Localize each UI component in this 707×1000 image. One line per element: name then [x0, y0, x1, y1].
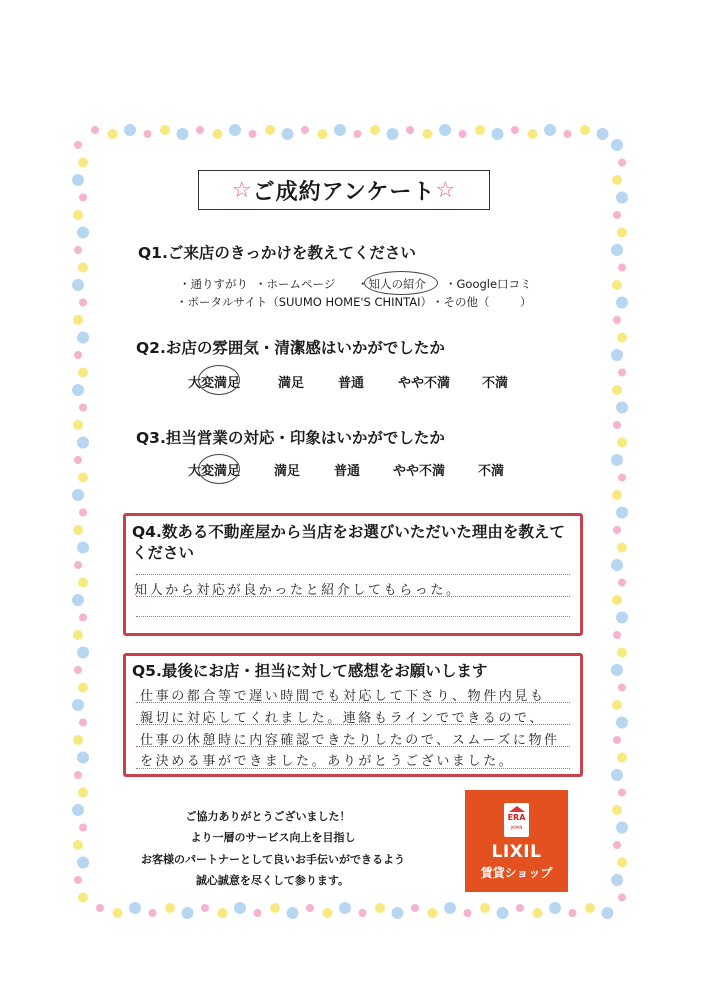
border-dot — [287, 907, 299, 919]
q5-answer-box — [123, 653, 583, 777]
era-badge-text: ERA — [507, 813, 526, 822]
border-dot — [78, 683, 88, 693]
border-dot — [79, 194, 87, 202]
border-dot — [359, 909, 367, 917]
q3-satisfied[interactable]: 満足 — [274, 464, 301, 479]
q3-somewhat-dissatisfied[interactable]: やや不満 — [393, 464, 446, 479]
border-dot — [77, 857, 89, 869]
border-dot — [480, 903, 490, 913]
border-dot — [613, 421, 621, 429]
q1-option-walk-by[interactable]: ・通りすがり — [179, 277, 248, 291]
q2-neutral[interactable]: 普通 — [338, 376, 365, 391]
border-dot — [612, 385, 622, 395]
border-dot — [617, 648, 627, 658]
survey-title — [198, 170, 490, 210]
border-dot — [78, 473, 88, 483]
border-dot — [533, 908, 543, 918]
era-badge-icon — [504, 803, 529, 837]
q1-option-other-close: ） — [520, 295, 532, 309]
logo-shop-name: 賃貸ショップ — [480, 866, 553, 880]
border-dot — [354, 130, 362, 138]
border-dot — [617, 858, 627, 868]
border-dot — [617, 753, 627, 763]
q2-dissatisfied[interactable]: 不満 — [482, 376, 509, 391]
house-roof-icon — [509, 806, 525, 812]
border-dot — [611, 349, 623, 361]
lixil-chintai-shop-logo — [465, 790, 568, 892]
border-dot — [72, 489, 84, 501]
border-dot — [580, 125, 590, 135]
border-dot — [96, 904, 104, 912]
border-dot — [79, 404, 87, 412]
border-dot — [74, 666, 82, 674]
border-dot — [339, 902, 351, 914]
border-dot — [492, 128, 504, 140]
border-dot — [73, 735, 83, 745]
footer-line-2: より一層のサービス向上を目指し — [190, 831, 356, 844]
title-text: ご成約アンケート — [252, 179, 436, 205]
q1-option-portal-site[interactable]: ・ポータルサイト（SUUMO HOME'S CHINTAI） — [176, 295, 433, 309]
border-dot — [411, 904, 419, 912]
q4-question-line2: ください — [132, 544, 195, 562]
q1-option-other[interactable]: ・その他（ — [432, 295, 490, 309]
border-dot — [74, 246, 82, 254]
border-dot — [113, 908, 123, 918]
border-dot — [549, 902, 561, 914]
border-dot — [124, 124, 136, 136]
border-dot — [618, 684, 626, 692]
selection-circle — [364, 271, 438, 295]
border-dot — [618, 579, 626, 587]
border-dot — [218, 908, 228, 918]
border-dot — [182, 907, 194, 919]
border-dot — [79, 824, 87, 832]
border-dot — [613, 736, 621, 744]
border-dot — [73, 210, 83, 220]
border-dot — [91, 126, 99, 134]
q5-answer-line3[interactable]: 仕事の休憩時に内容確認できたりしたので、スムーズに物件 — [140, 733, 560, 748]
q5-question: Q5.最後にお店・担当に対して感想をお願いします — [132, 662, 488, 680]
border-dot — [497, 907, 509, 919]
border-dot — [428, 908, 438, 918]
border-dot — [611, 454, 623, 466]
border-dot — [323, 908, 333, 918]
border-dot — [618, 474, 626, 482]
border-dot — [516, 904, 524, 912]
border-dot — [72, 279, 84, 291]
border-dot — [74, 456, 82, 464]
border-dot — [611, 664, 623, 676]
border-dot — [375, 903, 385, 913]
border-dot — [77, 542, 89, 554]
border-dot — [475, 125, 485, 135]
star-icon: ☆ — [435, 177, 457, 203]
border-dot — [528, 129, 538, 139]
border-dot — [616, 822, 628, 834]
border-dot — [618, 894, 626, 902]
border-dot — [611, 874, 623, 886]
border-dot — [564, 130, 572, 138]
border-dot — [72, 174, 84, 186]
border-dot — [78, 788, 88, 798]
border-dot — [392, 907, 404, 919]
border-dot — [617, 333, 627, 343]
star-icon: ☆ — [231, 177, 253, 203]
border-dot — [612, 175, 622, 185]
border-dot — [611, 139, 623, 151]
border-dot — [72, 384, 84, 396]
border-dot — [334, 124, 346, 136]
q4-question-line1: Q4.数ある不動産屋から当店をお選びいただいた理由を教えて — [132, 523, 565, 541]
border-dot — [78, 158, 88, 168]
border-dot — [108, 129, 118, 139]
border-dot — [544, 124, 556, 136]
border-dot — [73, 315, 83, 325]
border-dot — [74, 351, 82, 359]
border-dot — [423, 129, 433, 139]
q4-handwritten-answer[interactable]: 知人から対応が良かったと紹介してもらった。 — [134, 583, 462, 598]
border-dot — [74, 141, 82, 149]
border-dot — [144, 130, 152, 138]
border-dot — [617, 228, 627, 238]
border-dot — [254, 909, 262, 917]
border-dot — [613, 526, 621, 534]
border-dot — [611, 559, 623, 571]
border-dot — [78, 368, 88, 378]
q4-answer-box — [123, 513, 583, 636]
border-dot — [234, 902, 246, 914]
border-dot — [616, 507, 628, 519]
border-dot — [77, 647, 89, 659]
q3-dissatisfied[interactable]: 不満 — [478, 464, 505, 479]
border-dot — [318, 129, 328, 139]
border-dot — [249, 130, 257, 138]
border-dot — [74, 771, 82, 779]
border-dot — [616, 297, 628, 309]
border-dot — [306, 904, 314, 912]
border-dot — [511, 126, 519, 134]
border-dot — [78, 893, 88, 903]
footer-line-3: お客様のパートナーとして良いお手伝いができるよう — [141, 853, 405, 866]
border-dot — [72, 699, 84, 711]
q5-answer-line1[interactable]: 仕事の都合等で遅い時間でも対応して下さり、物件内見も — [140, 689, 546, 704]
q2-very-satisfied[interactable]: 大変満足 — [188, 376, 241, 391]
border-dot — [618, 789, 626, 797]
q2-question: Q2.お店の雰囲気・清潔感はいかがでしたか — [136, 339, 445, 357]
logo-brand: LIXIL — [491, 842, 542, 862]
border-dot — [585, 903, 595, 913]
border-dot — [613, 211, 621, 219]
border-dot — [617, 438, 627, 448]
border-dot — [613, 631, 621, 639]
border-dot — [613, 841, 621, 849]
border-dot — [165, 903, 175, 913]
border-dot — [196, 126, 204, 134]
border-dot — [79, 509, 87, 517]
border-dot — [611, 769, 623, 781]
border-dot — [160, 125, 170, 135]
border-dot — [439, 124, 451, 136]
border-dot — [72, 594, 84, 606]
border-dot — [617, 543, 627, 553]
ruled-line — [136, 616, 570, 617]
border-dot — [444, 902, 456, 914]
border-dot — [406, 126, 414, 134]
border-dot — [301, 126, 309, 134]
border-dot — [229, 124, 241, 136]
border-dot — [616, 402, 628, 414]
border-dot — [79, 299, 87, 307]
q3-question: Q3.担当営業の対応・印象はいかがでしたか — [136, 429, 445, 447]
q3-very-satisfied[interactable]: 大変満足 — [188, 464, 241, 479]
era-badge-sub: JAPAN — [510, 825, 523, 830]
border-dot — [265, 125, 275, 135]
q2-satisfied[interactable]: 満足 — [278, 376, 305, 391]
border-dot — [616, 612, 628, 624]
border-dot — [129, 902, 141, 914]
border-dot — [618, 159, 626, 167]
footer-thanks: ご協力ありがとうございました！ — [185, 810, 351, 823]
border-dot — [597, 128, 609, 140]
border-dot — [77, 227, 89, 239]
q5-answer-line4[interactable]: を決める事ができました。ありがとうございました。 — [140, 754, 515, 769]
border-dot — [77, 752, 89, 764]
border-dot — [282, 128, 294, 140]
border-dot — [569, 909, 577, 917]
border-dot — [78, 263, 88, 273]
border-dot — [459, 130, 467, 138]
border-dot — [602, 907, 614, 919]
border-dot — [387, 128, 399, 140]
border-dot — [149, 909, 157, 917]
border-dot — [612, 280, 622, 290]
border-dot — [612, 805, 622, 815]
ruled-line — [136, 574, 570, 575]
border-dot — [73, 420, 83, 430]
border-dot — [201, 904, 209, 912]
border-dot — [74, 876, 82, 884]
q1-option-homepage[interactable]: ・ホームページ — [255, 277, 336, 291]
border-dot — [611, 244, 623, 256]
q1-option-referral[interactable]: ・知人の紹介 — [357, 277, 426, 291]
border-dot — [612, 595, 622, 605]
q3-neutral[interactable]: 普通 — [334, 464, 361, 479]
border-dot — [73, 630, 83, 640]
border-dot — [72, 804, 84, 816]
q5-answer-line2[interactable]: 親切に対応してくれました。連絡もラインでできるので、 — [140, 711, 545, 726]
footer-line-4: 誠心誠意を尽くして参ります。 — [195, 874, 350, 887]
border-dot — [612, 490, 622, 500]
border-dot — [464, 909, 472, 917]
border-dot — [618, 264, 626, 272]
border-dot — [73, 840, 83, 850]
border-dot — [213, 129, 223, 139]
border-dot — [79, 614, 87, 622]
border-dot — [613, 316, 621, 324]
border-dot — [74, 561, 82, 569]
border-dot — [618, 369, 626, 377]
border-dot — [77, 437, 89, 449]
q1-question: Q1.ご来店のきっかけを教えてください — [138, 244, 416, 262]
border-dot — [177, 128, 189, 140]
selection-circle — [198, 365, 240, 395]
border-dot — [270, 903, 280, 913]
border-dot — [79, 719, 87, 727]
selection-circle — [198, 454, 240, 484]
q2-somewhat-dissatisfied[interactable]: やや不満 — [398, 376, 451, 391]
border-dot — [77, 332, 89, 344]
border-dot — [73, 525, 83, 535]
border-dot — [616, 717, 628, 729]
border-dot — [612, 700, 622, 710]
border-dot — [78, 578, 88, 588]
border-dot — [616, 192, 628, 204]
border-dot — [370, 125, 380, 135]
q1-option-google-reviews[interactable]: ・Google口コミ — [445, 277, 532, 291]
